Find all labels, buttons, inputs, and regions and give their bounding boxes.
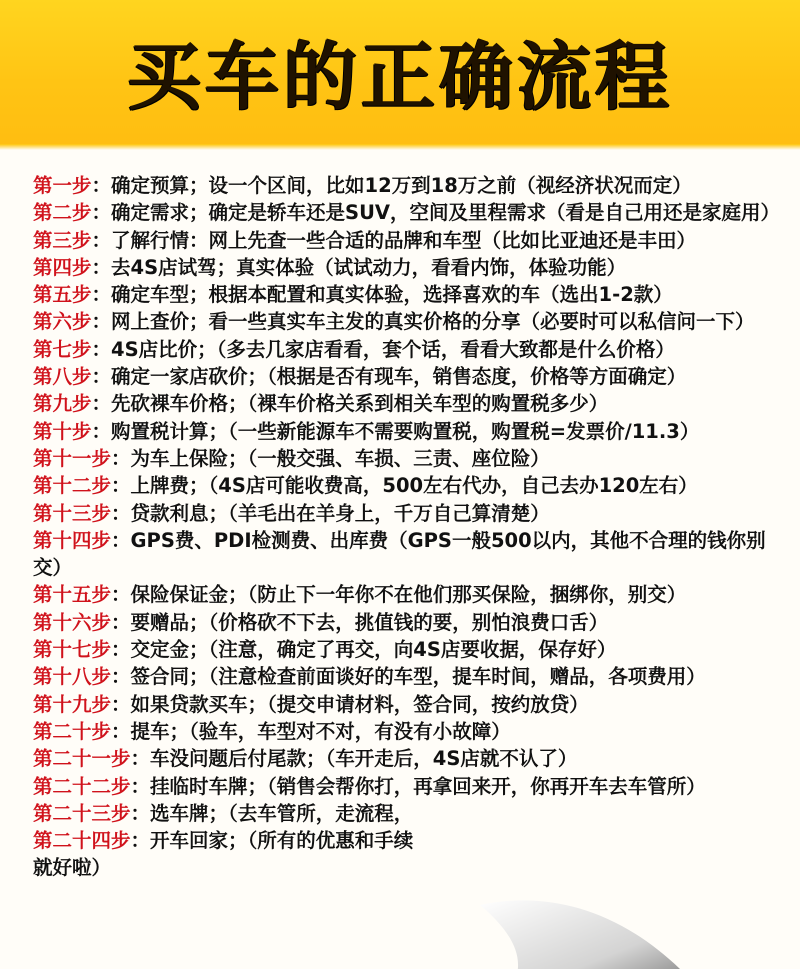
step-label: 第十二步 (33, 474, 112, 498)
step-label: 第十一步 (33, 446, 112, 470)
step-item: 第八步：确定一家店砍价；（根据是否有现车，销售态度，价格等方面确定） (33, 365, 687, 389)
step-item: 第二十步：提车；（验车，车型对不对，有没有小故障） (33, 719, 511, 743)
step-text: 购置税计算；（一些新能源车不需要购置税，购置税=发票价/11.3） (111, 419, 700, 443)
step-text: 确定一家店砍价；（根据是否有现车，销售态度，价格等方面确定） (111, 365, 687, 389)
step-label: 第十八步 (33, 665, 112, 689)
page-title: 买车的正确流程 (127, 34, 673, 120)
step-label: 第二步 (33, 201, 92, 225)
step-text: 如果贷款买车；（提交申请材料，签合同，按约放贷） (130, 692, 589, 716)
step-continuation (33, 854, 784, 881)
step-text: 贷款利息；（羊毛出在羊身上，千万自己算清楚） (130, 501, 550, 525)
step-item: 第十六步：要赠品；（价格砍不下去，挑值钱的要，别怕浪费口舌） (33, 610, 609, 634)
step-text: 上牌费；（4S店可能收费高，500左右代办，自己去办120左右） (130, 474, 698, 498)
step-text: 保险保证金；（防止下一年你不在他们那买保险，捆绑你，别交） (130, 583, 687, 607)
step-label: 第十六步 (33, 610, 112, 634)
step-item: 第十八步：签合同；（注意检查前面谈好的车型，提车时间，赠品，各项费用） (33, 665, 706, 689)
step-label: 第十五步 (33, 583, 112, 607)
step-text: 就好啦） (33, 856, 112, 880)
step-label: 第八步 (33, 365, 92, 389)
step-text: 选车牌；（去车管所，走流程， (150, 801, 414, 825)
steps-list (0, 150, 800, 882)
step-label: 第十七步 (33, 638, 112, 662)
step-text: 要赠品；（价格砍不下去，挑值钱的要，别怕浪费口舌） (130, 610, 609, 634)
step-label: 第十九步 (33, 692, 112, 716)
step-label: 第三步 (33, 228, 92, 252)
step-item: 第二十一步：车没问题后付尾款；（车开走后，4S店就不认了） (33, 747, 578, 771)
step-label: 第二十步 (33, 719, 112, 743)
step-text: 4S店比价；（多去几家店看看，套个话，看看大致都是什么价格） (111, 337, 675, 361)
step-item: 第十四步：GPS费、PDI检测费、出库费（GPS一般500以内，其他不合理的钱你别交） (33, 528, 766, 580)
step-item: 第十步：购置税计算；（一些新能源车不需要购置税，购置税=发票价/11.3） (33, 419, 700, 443)
step-label: 第一步 (33, 174, 92, 197)
step-item: 第二十四步：开车回家；（所有的优惠和手续 (33, 829, 414, 853)
step-text: 提车；（验车，车型对不对，有没有小故障） (130, 719, 511, 743)
step-text: 交定金；（注意，确定了再交，向4S店要收据，保存好） (130, 638, 617, 662)
step-item: 第七步：4S店比价；（多去几家店看看，套个话，看看大致都是什么价格） (33, 337, 675, 361)
step-text: 去4S店试驾；真实体验（试试动力，看看内饰，体验功能） (111, 255, 627, 279)
step-item: 第十五步：保险保证金；（防止下一年你不在他们那买保险，捆绑你，别交） (33, 583, 687, 607)
step-text: 确定车型；根据本配置和真实体验，选择喜欢的车（选出1-2款） (111, 283, 673, 307)
step-item: 第九步：先砍裸车价格；（裸车价格关系到相关车型的购置税多少） (33, 392, 609, 416)
step-item: 第十一步：为车上保险；（一般交强、车损、三责、座位险） (33, 446, 550, 470)
step-label: 第四步 (33, 255, 92, 279)
step-label: 第七步 (33, 337, 92, 361)
step-label: 第二十三步 (33, 801, 131, 825)
step-text: 签合同；（注意检查前面谈好的车型，提车时间，赠品，各项费用） (130, 665, 706, 689)
step-label: 第六步 (33, 310, 92, 334)
title-banner (0, 0, 800, 150)
step-text: 车没问题后付尾款；（车开走后，4S店就不认了） (150, 747, 578, 771)
step-label: 第二十四步 (33, 829, 131, 853)
step-label: 第二十一步 (33, 747, 131, 771)
step-item: 第三步：了解行情：网上先查一些合适的品牌和车型（比如比亚迪还是丰田） (33, 228, 697, 252)
step-text: 开车回家；（所有的优惠和手续 (150, 829, 414, 853)
step-text: 了解行情：网上先查一些合适的品牌和车型（比如比亚迪还是丰田） (111, 228, 697, 252)
page-curl-overlay (470, 890, 710, 969)
step-item: 第四步：去4S店试驾；真实体验（试试动力，看看内饰，体验功能） (33, 255, 627, 279)
step-item: 第五步：确定车型；根据本配置和真实体验，选择喜欢的车（选出1-2款） (33, 283, 673, 307)
step-label: 第二十二步 (33, 774, 131, 798)
step-label: 第九步 (33, 392, 92, 416)
step-text: GPS费、PDI检测费、出库费（GPS一般500以内，其他不合理的钱你别交） (33, 528, 766, 580)
step-label: 第五步 (33, 283, 92, 307)
step-item: 第一步：确定预算；设一个区间，比如12万到18万之前（视经济状况而定） (33, 174, 692, 197)
step-item: 第十三步：贷款利息；（羊毛出在羊身上，千万自己算清楚） (33, 501, 550, 525)
step-item: 第十二步：上牌费；（4S店可能收费高，500左右代办，自己去办120左右） (33, 474, 698, 498)
step-label: 第十四步 (33, 528, 112, 552)
step-label: 第十三步 (33, 501, 112, 525)
step-item: 第二十三步：选车牌；（去车管所，走流程， (33, 801, 414, 825)
step-item: 第二步：确定需求；确定是轿车还是SUV，空间及里程需求（看是自己用还是家庭用） (33, 201, 781, 225)
step-item: 第六步：网上查价；看一些真实车主发的真实价格的分享（必要时可以私信问一下） (33, 310, 755, 334)
step-item: 第十九步：如果贷款买车；（提交申请材料，签合同，按约放贷） (33, 692, 589, 716)
step-item: 第二十二步：挂临时车牌；（销售会帮你打，再拿回来开，你再开车去车管所） (33, 774, 706, 798)
step-text: 确定预算；设一个区间，比如12万到18万之前（视经济状况而定） (111, 174, 692, 197)
step-text: 网上查价；看一些真实车主发的真实价格的分享（必要时可以私信问一下） (111, 310, 755, 334)
step-text: 先砍裸车价格；（裸车价格关系到相关车型的购置税多少） (111, 392, 609, 416)
step-text: 确定需求；确定是轿车还是SUV，空间及里程需求（看是自己用还是家庭用） (111, 201, 781, 225)
step-label: 第十步 (33, 419, 92, 443)
step-item: 第十七步：交定金；（注意，确定了再交，向4S店要收据，保存好） (33, 638, 617, 662)
step-text: 为车上保险；（一般交强、车损、三责、座位险） (130, 446, 550, 470)
step-text: 挂临时车牌；（销售会帮你打，再拿回来开，你再开车去车管所） (150, 774, 706, 798)
